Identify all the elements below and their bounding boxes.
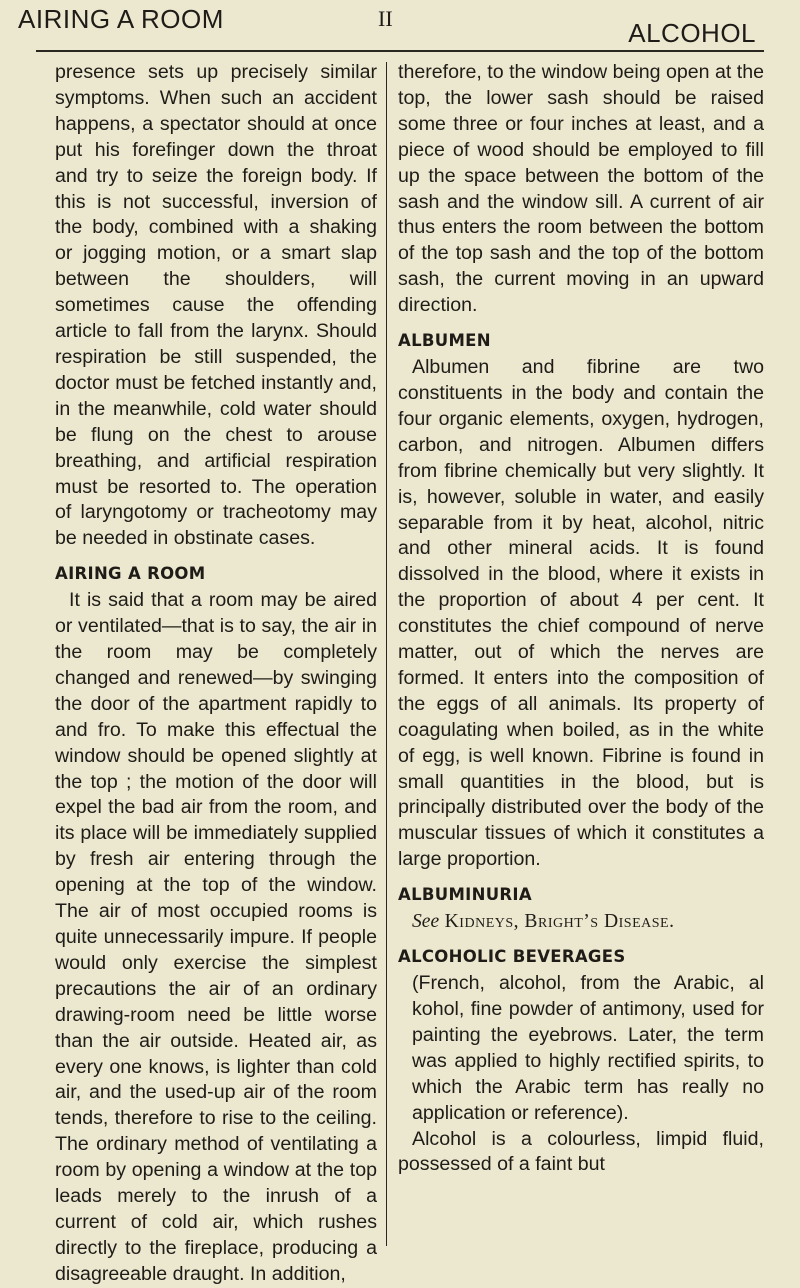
entry-heading-albumen: ALBUMEN — [398, 331, 491, 351]
left-column — [55, 60, 377, 1288]
right-column — [398, 60, 764, 1178]
paragraph-airing-a-room: It is said that a room may be aired or ventilated—that is to say, the air in the room may be completely changed and renewed—by swinging the door of the apartment rapidly to and fro. To make this effectual the window should be opened slightly at the top ; the motion of the door will expel the bad air from the room, and its place will be immediately supplied by fresh air entering through the opening at the top of the window. The air of most occupied rooms is quite unnecessarily impure. If people would only exercise the simplest precautions the air of an ordinary drawing-room need be little worse than the air outside. Heated air, as every one knows, is lighter than cold air, and the used-up air of the room tends, therefore to rise to the ceiling. The ordinary method of ventilating a room by opening a window at the top leads merely to the inrush of a current of cold air, which rushes directly to the fireplace, producing a disagreeable draught. In addition, — [55, 589, 377, 1285]
header-rule — [36, 50, 764, 52]
running-head-right: ALCOHOL — [628, 18, 756, 48]
page-header — [0, 0, 800, 60]
paragraph-etymology: (French, alcohol, from the Arabic, al kohol, fine powder of antimony, used for painting the eyebrows. Later, the term was applied to highly rectified spirits, to which the Arabic term has really no application or reference). — [412, 972, 764, 1124]
paragraph-continued: presence sets up precisely similar symptoms. When such an accident happens, a spectator should at once put his forefinger down the throat and try to seize the foreign body. If this is not successful, inversion of the body, combined with a shaking or jogging motion, or a smart slap between the shoulders, will sometimes cause the offending article to fall from the larynx. Should respiration be still suspended, the doctor must be fetched instantly and, in the meanwhile, cold water should be flung on the chest to arouse breathing, and artificial respiration must be resorted to. The operation of laryngotomy or tracheotomy may be needed in obstinate cases. — [55, 61, 377, 550]
column-divider — [386, 62, 387, 1246]
cross-reference — [398, 909, 764, 935]
paragraph-alcohol: Alcohol is a colourless, limpid fluid, possessed of a faint but — [398, 1127, 764, 1176]
entry-heading-airing-a-room: AIRING A ROOM — [55, 564, 206, 584]
see-word: See — [412, 911, 440, 933]
page-number: II — [378, 6, 393, 31]
cross-reference-target: Kidneys, Bright’s Disease. — [444, 911, 675, 933]
paragraph-continued: therefore, to the window being open at the top, the lower sash should be raised some three or four inches at least, and a piece of wood should be employed to fill up the space between the bottom of the sash and the window sill. A current of air thus enters the room between the bottom of the top sash and the top of the bottom sash, the current moving in an upward direction. — [398, 61, 765, 317]
entry-heading-alcoholic-beverages: ALCOHOLIC BEVERAGES — [398, 947, 626, 967]
running-head-left: AIRING A ROOM — [18, 4, 224, 34]
paragraph-albumen: Albumen and fibrine are two constituents in the body and contain the four organic elements, oxygen, hydrogen, carbon, and nitrogen. Albumen differs from fibrine chemically but very slightly. It is, however, soluble in water, and easily separable from it by heat, alcohol, nitric and other mineral acids. It is found dissolved in the blood, where it exists in the proportion of about 4 per cent. It constitutes the chief compound of nerve matter, out of which the nerves are formed. It enters into the composition of the eggs of all animals. Its property of coagulating when boiled, as in the white of egg, is well known. Fibrine is found in small quantities in the blood, but is principally distributed over the body of the muscular tissues of which it constitutes a large proportion. — [398, 356, 764, 871]
entry-heading-albuminuria: ALBUMINURIA — [398, 885, 532, 905]
